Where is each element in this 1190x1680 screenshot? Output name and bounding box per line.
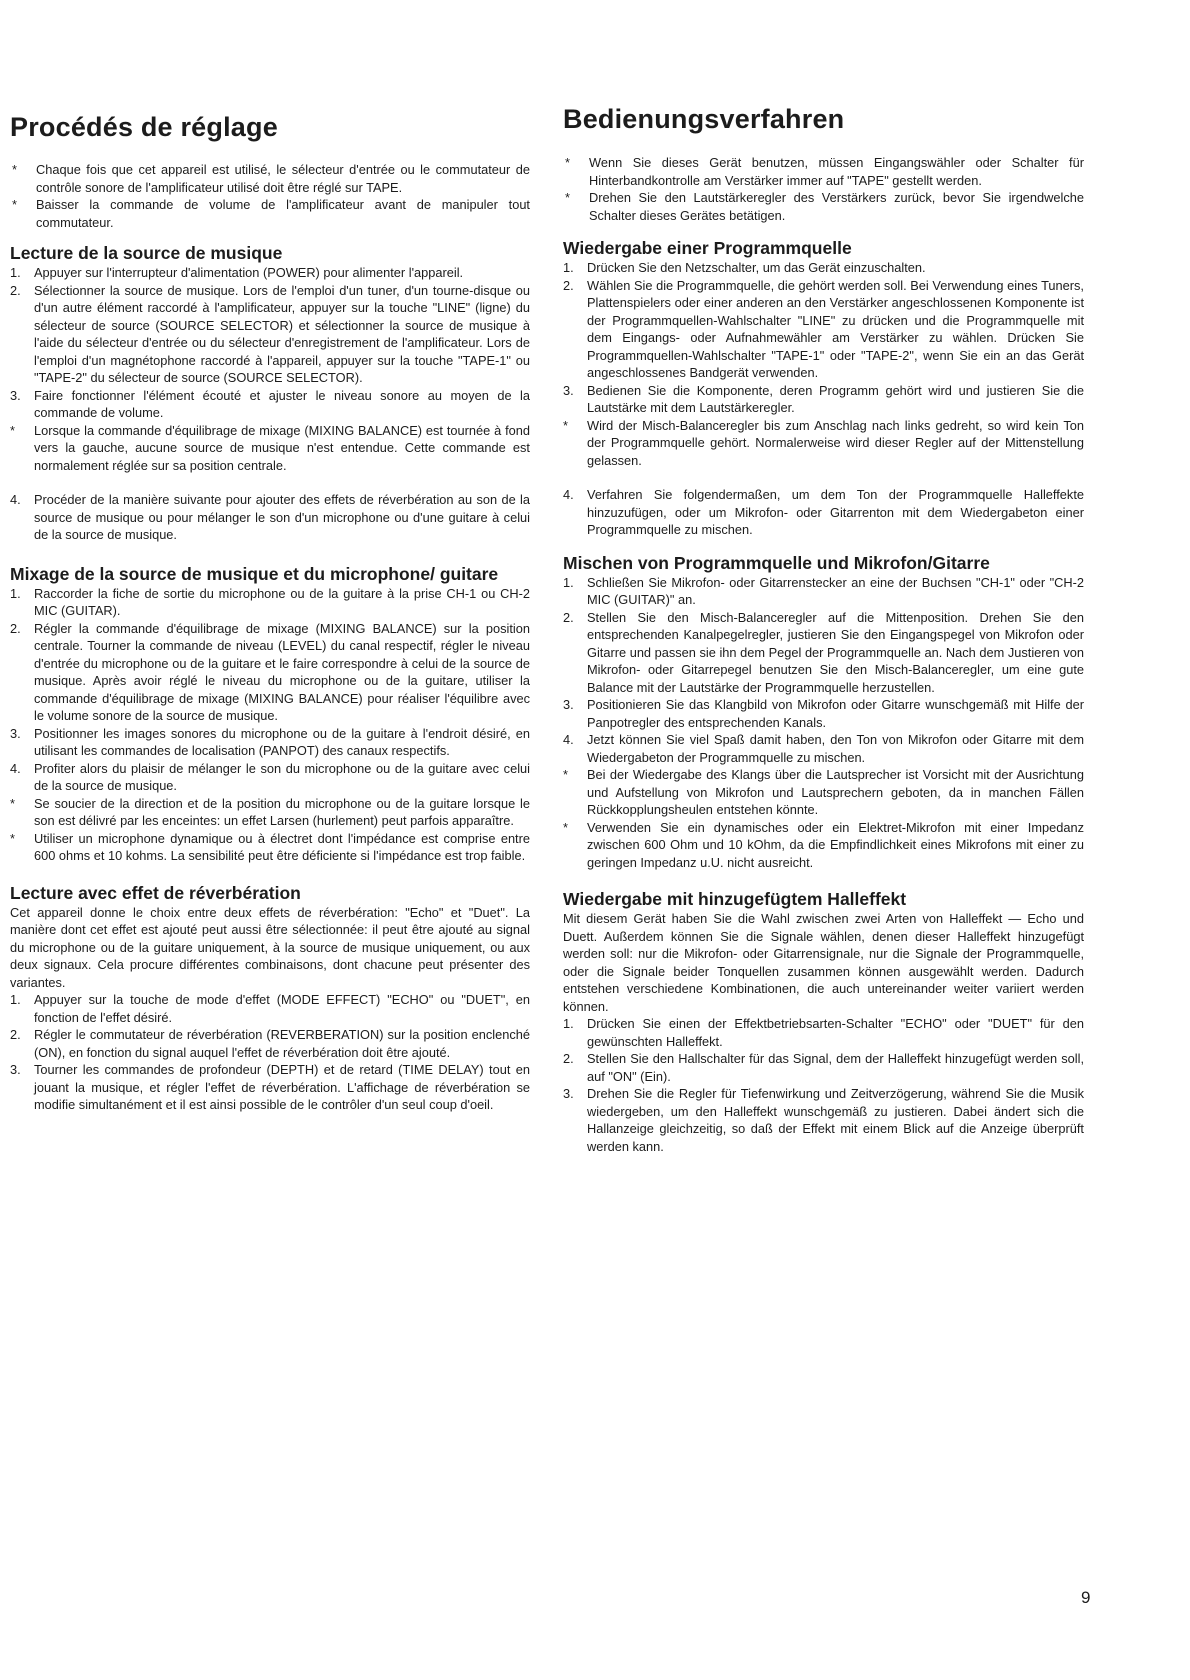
section-heading: Wiedergabe einer Programmquelle: [563, 238, 852, 258]
french-page-title: Procédés de réglage: [10, 112, 278, 142]
list-item: * Wird der Misch-Balanceregler bis zum Anschlag nach links gedreht, so wird kein Ton der Programmquelle gehört. Normalerweise wird dieser Regler auf der Mittenstellung gelassen.: [563, 417, 1084, 468]
list-item: 1. Drücken Sie einen der Effektbetriebsarten-Schalter "ECHO" oder "DUET" für den gewünschten Halleffekt.: [563, 1016, 1084, 1049]
list-item: 3. Drehen Sie die Regler für Tiefenwirkung und Zeitverzögerung, während Sie die Musik wiedergeben, um den Halleffekt wunschgemäß zu justieren. Dabei ändert sich die Hallanzeige gleichzeitig, so daß der Effekt mit einem Blick auf die Anzeige überprüft werden kann.: [563, 1086, 1084, 1154]
german-section-reverb: [563, 889, 1084, 1155]
french-section-playback: [10, 243, 530, 544]
list-item: 2. Régler le commutateur de réverbération (REVERBERATION) sur la position enclenché (ON), en fonction du signal auquel l'effet de réverbération doit être ajouté.: [10, 1027, 530, 1060]
list-item: 2. Stellen Sie den Misch-Balanceregler auf die Mittenposition. Drehen Sie den entsprechenden Kanalpegelregler, justieren Sie den Eingangspegel von Mikrofon oder Gitarre und passen sie ihn dem Pegel der Programmquelle an. Nach dem Justieren von Mikrofon- oder Gitarrepegel benutzen Sie den Misch-Balanceregler, um eine gute Balance mit der Lautstärke der Programmquelle herzustellen.: [563, 609, 1084, 695]
french-column: [10, 104, 530, 1114]
list-item: * Utiliser un microphone dynamique ou à électret dont l'impédance est comprise entre 600 ohms et 10 kohms. La sensibilité peut être déficiente si l'impédance est trop faible.: [10, 830, 530, 863]
french-section-reverb: [10, 883, 530, 1114]
list-item: * Se soucier de la direction et de la position du microphone ou de la guitare lorsque le son est délivré par les enceintes: un effet Larsen (hurlement) peut parfois apparaître.: [10, 795, 530, 828]
french-general-notes: [10, 161, 530, 231]
list-item: 4. Verfahren Sie folgendermaßen, um dem Ton der Programmquelle Halleffekte hinzuzufügen, oder um Mikrofon- oder Gitarrenton mit dem Wiedergabeton einer Programmquelle zu mischen.: [563, 487, 1084, 537]
list-item: 3. Positionieren Sie das Klangbild von Mikrofon oder Gitarre wunschgemäß mit Hilfe der Panpotregler des entsprechenden Kanals.: [563, 697, 1084, 730]
list-item: 3. Faire fonctionner l'élément écouté et ajuster le niveau sonore au moyen de la commande de volume.: [10, 387, 530, 420]
list-item: 1. Schließen Sie Mikrofon- oder Gitarrenstecker an eine der Buchsen "CH-1" oder "CH-2 MIC (GUITAR)" an.: [563, 574, 1084, 607]
list-item: * Bei der Wiedergabe des Klangs über die Lautsprecher ist Vorsicht mit der Ausrichtung und Aufstellung von Mikrofon und Lautsprechern geboten, da in manchen Fällen Rückkopplungsheulen entstehen könnte.: [563, 767, 1084, 817]
section-intro: Mit diesem Gerät haben Sie die Wahl zwischen zwei Arten von Halleffekt — Echo und Duett. Außerdem können Sie die Signale wählen, denen dieser Halleffekt hinzugefügt werden soll: nur die Mikrofon- oder Gitarrensignale, nur die Signale der Programmquelle, oder die Signale beider Tonquellen zusammen können ausgewählt werden. Dadurch entstehen verschiedene Kombinationen, die auch untereinander weiter variiert werden können.: [563, 911, 1084, 1014]
list-item: 4. Jetzt können Sie viel Spaß damit haben, den Ton von Mikrofon oder Gitarre mit dem Wiedergabeton der Programmquelle zu mischen.: [563, 732, 1084, 765]
list-item: 2. Sélectionner la source de musique. Lors de l'emploi d'un tuner, d'un tourne-disque ou d'un autre élément raccordé à l'amplificateur, appuyer sur la touche "LINE" (ligne) du sélecteur de source (SOURCE SELECTOR) et sélectionner la source de musique à l'aide du sélecteur d'entrée ou du sélecteur d'enregistrement de l'amplificateur. Lors de l'emploi d'un magnétophone raccordé à l'appareil, appuyer sur la touche "TAPE-1" ou "TAPE-2" du sélecteur de source (SOURCE SELECTOR).: [10, 282, 530, 385]
list-item: * Chaque fois que cet appareil est utilisé, le sélecteur d'entrée ou le commutateur de contrôle sonore de l'amplificateur utilisé doit être réglé sur TAPE.: [12, 162, 530, 195]
list-item: 3. Positionner les images sonores du microphone ou de la guitare à l'endroit désiré, en utilisant les commandes de localisation (PANPOT) des canaux respectifs.: [10, 725, 530, 758]
list-item: 3. Bedienen Sie die Komponente, deren Programm gehört wird und justieren Sie die Lautstärke mit dem Lautstärkeregler.: [563, 382, 1084, 415]
list-item: * Verwenden Sie ein dynamisches oder ein Elektret-Mikrofon mit einer Impedanz zwischen 600 Ohm und 10 kOhm, da die Empfindlichkeit eines Mikrofons mit einer zu geringen Impedanz u.U. nicht ausreicht.: [563, 819, 1084, 870]
list-item: * Baisser la commande de volume de l'amplificateur avant de manipuler tout commutateur.: [12, 197, 530, 230]
section-intro: Cet appareil donne le choix entre deux effets de réverbération: "Echo" et "Duet". La manière dont cet effet est ajouté peut aussi être sélectionnée: il peut être ajouté au signal du microphone ou de la guitare uniquement, à la source de musique uniquement, ou aux deux signaux. Cela procure différentes combinaisons, dont chacune peut présenter des variantes.: [10, 904, 530, 990]
section-heading: Mixage de la source de musique et du microphone/ guitare: [10, 563, 499, 584]
list-item: 2. Stellen Sie den Hallschalter für das Signal, dem der Halleffekt hinzugefügt werden soll, auf "ON" (Ein).: [563, 1051, 1084, 1084]
list-item: * Wenn Sie dieses Gerät benutzen, müssen Eingangswähler oder Schalter für Hinterbandkontrolle am Verstärker immer auf "TAPE" gestellt werden.: [565, 155, 1084, 188]
section-heading: Mischen von Programmquelle und Mikrofon/Gitarre: [563, 552, 990, 573]
german-section-mixing: [563, 553, 1084, 872]
list-item: 4. Procéder de la manière suivante pour ajouter des effets de réverbération au son de la source de musique ou pour mélanger le son d'un microphone ou d'une guitare à celui de la source de musique.: [10, 492, 530, 542]
german-column: [563, 104, 1084, 1155]
section-heading: Lecture de la source de musique: [10, 243, 283, 263]
german-section-playback: [563, 238, 1084, 539]
french-section-mixing: [10, 564, 530, 865]
german-general-notes: [563, 154, 1084, 224]
list-item: * Lorsque la commande d'équilibrage de mixage (MIXING BALANCE) est tournée à fond vers la gauche, aucune source de musique n'est entendue. Cette commande est normalement réglée sur sa position centrale.: [10, 422, 530, 473]
section-heading: Lecture avec effet de réverbération: [10, 882, 301, 903]
list-item: 2. Wählen Sie die Programmquelle, die gehört werden soll. Bei Verwendung eines Tuners, Plattenspielers oder einer anderen an den Verstärker angeschlossenen Komponente ist der Programmquellen-Wahlschalter "LINE" zu drücken und die Programmquelle mit dem Eingangs- oder Aufnahmewähler am Verstärker zu wählen. Drücken Sie Programmquellen-Wahlschalter "TAPE-1" oder "TAPE-2", wenn Sie ein an das Gerät angeschlossenes Bandgerät verwenden.: [563, 277, 1084, 380]
german-page-title: Bedienungsverfahren: [563, 104, 845, 134]
list-item: 1. Appuyer sur la touche de mode d'effet (MODE EFFECT) "ECHO" ou "DUET", en fonction de l'effet désiré.: [10, 992, 530, 1025]
list-item: * Drehen Sie den Lautstärkeregler des Verstärkers zurück, bevor Sie irgendwelche Schalter dieses Gerätes betätigen.: [565, 190, 1084, 223]
list-item: 1. Raccorder la fiche de sortie du microphone ou de la guitare à la prise CH-1 ou CH-2 MIC (GUITAR).: [10, 585, 530, 618]
list-item: 1. Drücken Sie den Netzschalter, um das Gerät einzuschalten.: [563, 260, 926, 275]
list-item: 2. Régler la commande d'équilibrage de mixage (MIXING BALANCE) sur la position centrale. Tourner la commande de niveau (LEVEL) du canal respectif, régler le niveau d'entrée du microphone ou de la guitare et le faire correspondre à celui de la source de musique. Après avoir réglé le niveau du microphone ou de la guitare, utiliser la commande d'équilibrage de mixage (MIXING BALANCE) pour réaliser l'équilibre avec le volume sonore de la source de musique.: [10, 620, 530, 723]
list-item: 3. Tourner les commandes de profondeur (DEPTH) et de retard (TIME DELAY) tout en jouant la musique, et régler l'effet de réverbération. L'affichage de réverbération se modifie simultanément et il est ainsi possible de le contrôler d'un seul coup d'oeil.: [10, 1062, 530, 1112]
list-item: 4. Profiter alors du plaisir de mélanger le son du microphone ou de la guitare avec celui de la source de musique.: [10, 760, 530, 793]
section-heading: Wiedergabe mit hinzugefügtem Halleffekt: [563, 889, 907, 909]
list-item: 1. Appuyer sur l'interrupteur d'alimentation (POWER) pour alimenter l'appareil.: [10, 265, 464, 280]
page-number: 9: [1081, 1588, 1091, 1607]
